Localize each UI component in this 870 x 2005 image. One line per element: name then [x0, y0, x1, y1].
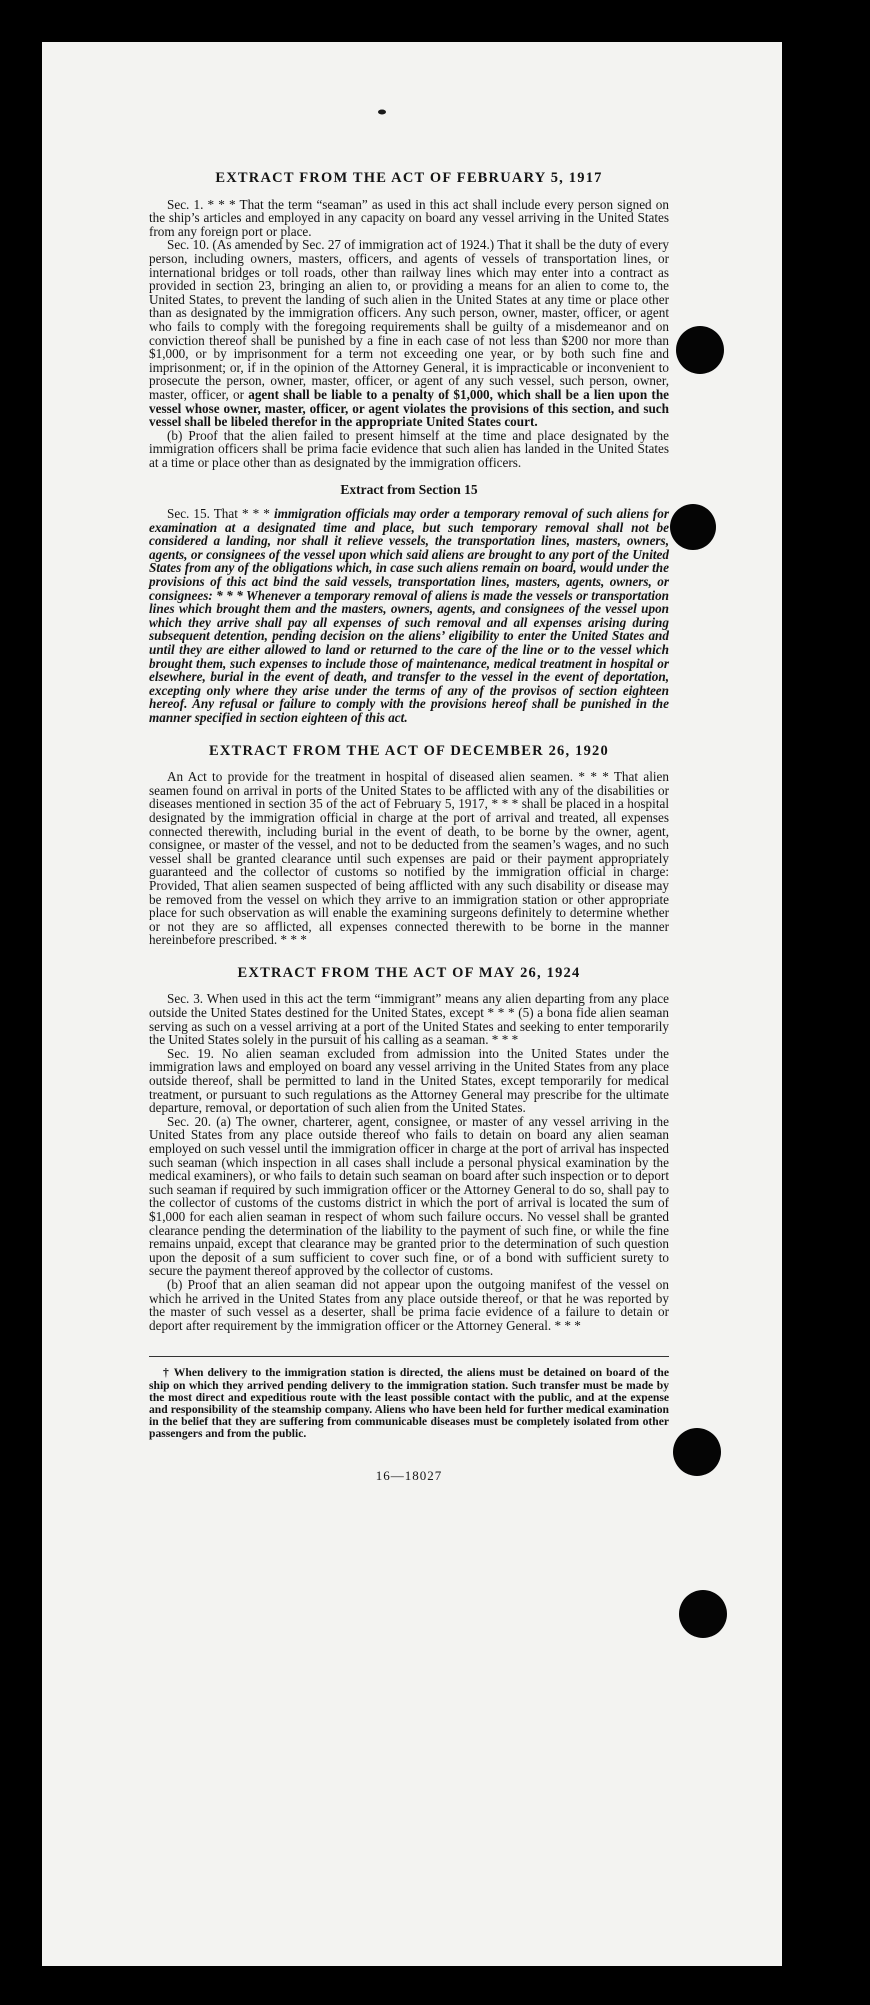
heading-act-1924: EXTRACT FROM THE ACT OF MAY 26, 1924	[237, 964, 581, 981]
document-page	[42, 42, 782, 1966]
section-15-paragraph	[149, 507, 669, 725]
heading-act-1917: EXTRACT FROM THE ACT OF FEBRUARY 5, 1917	[215, 170, 603, 186]
act-1920-paragraph: An Act to provide for the treatment in hospital of diseased alien seamen. * * * That alien seamen found on arrival in ports of the United States to be afflicted with any of the disabilities or diseases mentioned in section 35 of the act of February 5, 1917, * * * shall be placed in a hospital designated by the immigration official in charge at the port of arrival and treated, all expenses connected therewith, including burial in the event of death, to be borne by the owner, agent, consignee, or master of the vessel, and not to be deducted from the seamen’s wages, and no such vessel shall be granted clearance until such expenses are paid or their payment appropriately guaranteed and the collector of customs so notified by the immigration official in charge: Provided, That alien seamen suspected of being afflicted with any such disability or disease may be removed from the vessel on which they arrive to an immigration station or other appropriate place for such observation as will enable the examining surgeons definitely to determine whether or not they are so afflicted, all expenses connected therewith to be borne in the manner hereinbefore prescribed. * * *	[149, 769, 669, 948]
section-10-bold-text: agent shall be liable to a penalty of $1,000, which shall be a lien upon the vessel whose owner, master, officer, or agent violates the provisions of this section, and such vessel shall be libeled therefor in the appropriate United States court.	[149, 386, 670, 430]
form-code: 16—18027	[375, 1467, 443, 1483]
section-20-a-paragraph: Sec. 20. (a) The owner, charterer, agent, consignee, or master of any vessel arriving in the United States from any place outside thereof who fails to detain on board any alien seaman employed on such vessel until the immigration officer in charge at the port of arrival has inspected such seaman (which inspection in all cases shall include a personal physical examination by the medical examiners), or who fails to detain such seaman on board after such inspection or to deport such seaman if required by such immigration officer or the Attorney General to do so, shall pay to the collector of customs of the customs district in which the port of arrival is located the sum of $1,000 for each alien seaman in respect of whom such failure occurs. No vessel shall be granted clearance pending the determination of the liability to the payment of such fine, or while the fine remains unpaid, except that clearance may be granted prior to the determination of such question upon the deposit of a sum sufficient to cover such fine, or of a bond with sufficient surety to secure the payment thereof approved by the collector of customs.	[149, 1113, 669, 1279]
heading-section-15: Extract from Section 15	[340, 482, 478, 498]
punch-hole-4	[679, 1590, 727, 1638]
section-20-b-paragraph: (b) Proof that an alien seaman did not appear upon the outgoing manifest of the vessel on which he arrived in the United States from any place outside thereof, or that he was reported by the master of such vessel as a deserter, shall be prima facie evidence of a failure to detain or deport after requirement by the immigration officer or the Attorney General. * * *	[149, 1276, 669, 1333]
heading-act-1920: EXTRACT FROM THE ACT OF DECEMBER 26, 1920	[209, 742, 609, 759]
section-3-paragraph: Sec. 3. When used in this act the term “immigrant” means any alien departing from any place outside the United States destined for the United States, except * * * (5) a bona fide alien seaman serving as such on a vessel arriving at a port of the United States and seeking to enter temporarily the United States solely in the pursuit of his calling as a seaman. * * *	[149, 991, 669, 1048]
punch-hole-1	[676, 326, 724, 374]
footnote-divider	[149, 1356, 669, 1357]
punch-hole-2	[670, 504, 716, 550]
section-19-paragraph: Sec. 19. No alien seaman excluded from admission into the United States under the immigration laws and employed on board any vessel arriving in the United States from any place outside thereof, shall be permitted to land in the United States, except temporarily for medical treatment, or pursuant to such regulations as the Attorney General may prescribe for the ultimate departure, removal, or deportation of such alien from the United States.	[149, 1045, 669, 1116]
section-10-b-paragraph: (b) Proof that the alien failed to present himself at the time and place designated by the immigration officers shall be prima facie evidence that such alien has landed in the United States at a time or place other than as designated by the immigration officers.	[149, 427, 669, 470]
section-10-text: Sec. 10. (As amended by Sec. 27 of immigration act of 1924.) That it shall be the duty of every person, including owners, masters, officers, and agents of vessels of transportation lines, or international bridges or toll roads, other than railway lines which may enter into a contract as provided in section 23, bringing an alien to, or providing a means for an alien to come to, the United States, to prevent the landing of such alien in the United States at any time or place other than as designated by the immigration officers. Any such person, owner, master, officer, or agent who fails to comply with the foregoing requirements shall be guilty of a misdemeanor and on conviction thereof shall be punished by a fine in each case of not less than $200 nor more than $1,000, or by imprisonment for a term not exceeding one year, or by both such fine and imprisonment; or, if in the opinion of the Attorney General, it is impracticable or inconvenient to prosecute the person, owner, master, officer, or agent of any such vessel, such person, owner, master, officer, or	[149, 237, 669, 402]
punch-hole-3	[673, 1428, 721, 1476]
footnote-text: † When delivery to the immigration station is directed, the aliens must be detained on board of the ship on which they arrived pending delivery to the immigration station. Such transfer must be made by the most direct and expeditious route with the least possible contact with the public, and at the expense and responsibility of the steamship company. Aliens who have been held for further medical examination in the belief that they are suffering from communicable diseases must be completely isolated from other passengers and from the public.	[149, 1366, 669, 1441]
ink-speck	[378, 110, 386, 115]
document-body	[149, 172, 669, 1482]
section-15-lead: Sec. 15. That * * *	[167, 506, 270, 522]
section-15-italic-text: immigration officials may order a temporary removal of such aliens for examination at a designated time and place, but such temporary removal shall not be considered a landing, nor shall it relieve vessels, the transportation lines, masters, owners, agents, or consignees of the vessel upon which said aliens are brought to any port of the United States from any of the obligations which, in case such aliens remain on board, would under the provisions of this act bind the said vessels, transportation lines, masters, agents, owners, or consignees: * * * Whenever a temporary removal of aliens is made the vessels or transportation lines which brought them and the masters, owners, agents, and consignees of the vessel upon which they arrive shall pay all expenses of such removal and all expenses arising during subsequent detention, pending decision on the aliens’ eligibility to enter the United States and until they are either allowed to land or returned to the care of the line or to the vessel which brought them, such expenses to include those of maintenance, medical treatment in hospital or elsewhere, burial in the event of death, and transfer to the vessel in the event of deportation, excepting only where they arise under the terms of any of the provisos of section eighteen hereof. Any refusal or failure to comply with the provisions hereof shall be punished in the manner specified in section eighteen of this act.	[149, 506, 670, 725]
section-1-paragraph: Sec. 1. * * * That the term “seaman” as used in this act shall include every person signed on the ship’s articles and employed in any capacity on board any vessel arriving in the United States from any foreign port or place.	[149, 196, 669, 239]
section-10-paragraph	[149, 238, 669, 428]
footnote	[149, 1367, 669, 1440]
